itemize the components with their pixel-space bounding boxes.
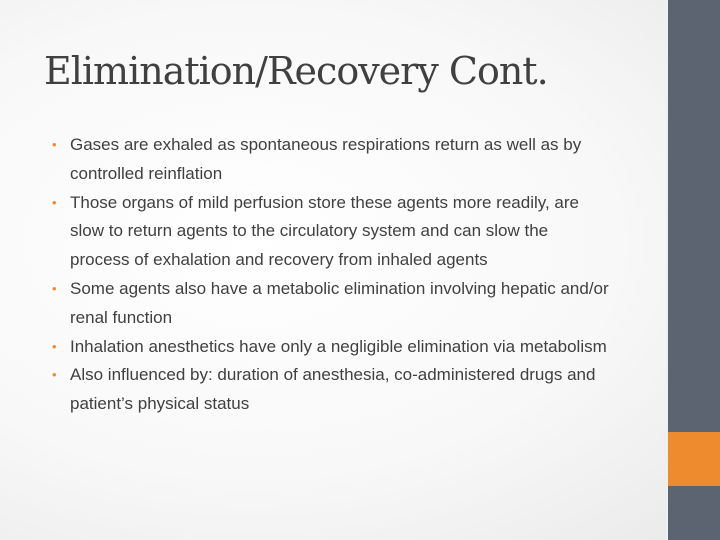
bullet-item xyxy=(52,275,612,333)
accent-block xyxy=(668,432,720,486)
bullet-text: Those organs of mild perfusion store these agents more readily, are slow to return agents to the circulatory system and can slow the process of exhalation and recovery from inhaled agents xyxy=(70,192,580,270)
bullet-icon: • xyxy=(52,194,57,210)
bullet-icon: • xyxy=(52,280,57,296)
bullet-icon: • xyxy=(52,367,57,383)
bullet-item xyxy=(52,189,612,275)
bullet-icon: • xyxy=(52,338,57,354)
bullet-text: Some agents also have a metabolic elimination involving hepatic and/or renal function xyxy=(70,278,609,327)
bullet-icon: • xyxy=(52,137,57,152)
bullet-text: Gases are exhaled as spontaneous respirations return as well as by controlled reinflation xyxy=(70,135,582,183)
bullet-item xyxy=(52,333,612,362)
bullet-item xyxy=(52,361,612,419)
slide-title: Elimination/Recovery Cont. xyxy=(44,49,548,93)
bullet-text: Also influenced by: duration of anesthesia, co-administered drugs and patient’s physical status xyxy=(70,365,596,414)
bullet-text: Inhalation anesthetics have only a negligible elimination via metabolism xyxy=(70,336,607,356)
decorative-sidebar xyxy=(666,0,720,540)
bullet-item xyxy=(52,131,612,189)
bullet-list xyxy=(52,131,612,419)
